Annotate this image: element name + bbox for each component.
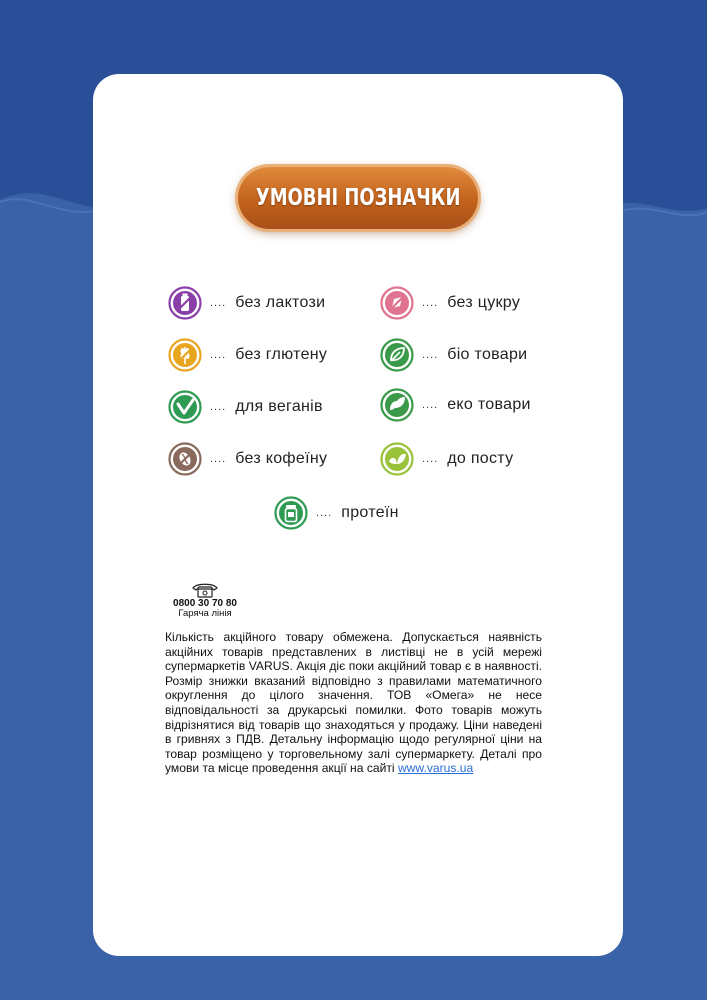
hotline-number: 0800 30 70 80 xyxy=(173,598,237,609)
legend-label: до посту xyxy=(447,450,514,467)
leader-dots: .... xyxy=(210,453,227,465)
legend-item-bio xyxy=(380,338,527,372)
leader-dots: .... xyxy=(422,297,439,309)
leader-dots: .... xyxy=(316,507,333,519)
legend-item-eco xyxy=(380,388,531,422)
legend-label: еко товари xyxy=(447,396,531,413)
legend-label: без глютену xyxy=(235,346,328,363)
disclaimer-body: Кількість акційного товару обмежена. Допускається наявність акційних товарів представлених в листівці не в усій мережі супермаркетів VARUS. Акція діє поки акційний товар є в наявності. Розмір знижки вказаний відповідно з правилами математичного округлення до цілого значення. ТОВ «Омега» не несе відповідальності за друкарські помилки. Фото товарів можуть відрізнятися від товарів що знаходяться у продажу. Ціни наведені в гривнях з ПДВ. Детальну інформацію щодо регулярної ціни на товар розміщено у торговельному залі супермаркету. Деталі про умови та місце проведення акції на сайті xyxy=(165,630,542,776)
title-badge xyxy=(238,167,478,229)
lent-leaf-icon xyxy=(380,442,414,476)
sugar-free-icon xyxy=(380,286,414,320)
legend-label: протеїн xyxy=(341,504,399,521)
eco-leaf-icon xyxy=(380,388,414,422)
legend-label: без кофеїну xyxy=(235,450,328,467)
gluten-free-icon xyxy=(168,338,202,372)
caffeine-free-icon xyxy=(168,442,202,476)
page-title: УМОВНІ ПОЗНАЧКИ xyxy=(255,185,461,211)
phone-icon xyxy=(191,582,219,598)
legend-item-lactose xyxy=(168,286,325,320)
hotline xyxy=(165,582,245,619)
disclaimer-text xyxy=(165,630,542,776)
leader-dots: .... xyxy=(210,297,227,309)
website-link[interactable]: www.varus.ua xyxy=(397,761,474,776)
bio-leaf-icon xyxy=(380,338,414,372)
legend-label: без цукру xyxy=(447,294,521,311)
leader-dots: .... xyxy=(210,401,227,413)
legend-item-sugar xyxy=(380,286,520,320)
vegan-leaf-icon xyxy=(168,390,202,424)
leader-dots: .... xyxy=(422,399,439,411)
hotline-label: Гаряча лінія xyxy=(178,608,232,619)
legend-item-protein xyxy=(274,496,399,530)
leader-dots: .... xyxy=(210,349,227,361)
legend-label: біо товари xyxy=(447,346,528,363)
legend-label: без лактози xyxy=(235,294,326,311)
legend-item-lent xyxy=(380,442,513,476)
legend-label: для веганів xyxy=(235,398,323,415)
lactose-free-icon xyxy=(168,286,202,320)
leader-dots: .... xyxy=(422,453,439,465)
legend-item-gluten xyxy=(168,338,327,372)
legend-item-caffeine xyxy=(168,442,327,476)
leader-dots: .... xyxy=(422,349,439,361)
legend-item-vegan xyxy=(168,390,323,424)
protein-jar-icon xyxy=(274,496,308,530)
